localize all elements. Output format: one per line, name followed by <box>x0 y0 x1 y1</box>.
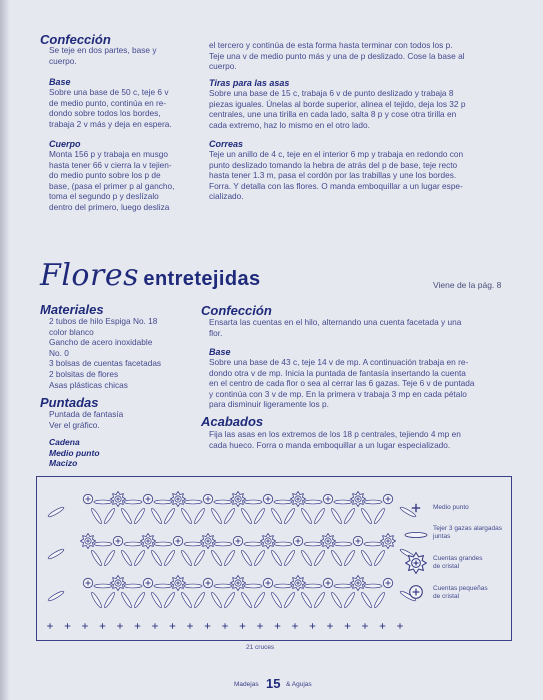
legend-row <box>400 500 520 522</box>
circle-bead-mark <box>83 578 92 587</box>
petal-mark <box>223 591 236 608</box>
star-bead-mark <box>230 575 245 590</box>
petal-mark <box>304 542 322 546</box>
petal-mark <box>360 549 373 566</box>
cross-mark <box>65 623 71 629</box>
petal-mark <box>47 548 65 560</box>
confeccion2-text: Ensarta las cuentas en el hilo, alternando una cuenta facetada y una flor. <box>209 317 462 338</box>
legend-row <box>400 522 520 550</box>
acabados-text: Fija las asas en los extremos de los 18 p centrales, tejiendo 4 mp en cada hueco. Forra o manda emboquillar a un lugar especializado. <box>209 429 461 450</box>
puntadas-list <box>49 409 199 430</box>
petal-mark <box>313 507 326 524</box>
legend-row <box>400 550 520 580</box>
circle-plus-icon <box>408 584 424 600</box>
confeccion-heading: Confección <box>40 32 111 47</box>
materiales-item: 2 tubos de hilo Espiga No. 18 <box>49 316 158 326</box>
star-bead-mark <box>290 491 305 506</box>
petal-mark <box>360 591 373 608</box>
star-bead-mark <box>200 533 215 548</box>
petal-mark <box>103 507 116 524</box>
petal-mark <box>274 542 292 546</box>
petal-mark <box>184 584 202 588</box>
petal-mark <box>120 507 133 524</box>
circle-bead-mark <box>383 494 392 503</box>
petal-mark <box>313 549 326 566</box>
circle-bead-mark <box>203 578 212 587</box>
star-bead-mark <box>80 533 95 548</box>
petal-icon <box>403 529 429 541</box>
cross-mark <box>292 623 298 629</box>
petal-mark <box>334 542 352 546</box>
petal-mark <box>103 549 116 566</box>
petal-mark <box>330 549 343 566</box>
cross-mark <box>380 623 386 629</box>
cross-mark <box>310 623 316 629</box>
petal-mark <box>373 591 386 608</box>
star-bead-mark <box>110 575 125 590</box>
petal-mark <box>343 507 356 524</box>
puntadas-bold-item: Macizo <box>49 458 78 469</box>
diagram-legend <box>400 500 520 608</box>
puntadas-bold-item: Cadena <box>49 437 80 447</box>
petal-mark <box>300 549 313 566</box>
petal-mark <box>240 591 253 608</box>
circle-bead-mark <box>113 536 122 545</box>
correas-heading: Correas <box>209 139 244 149</box>
acabados-heading: Acabados <box>201 414 264 429</box>
circle-bead-mark <box>263 494 272 503</box>
correas-text: Teje un anillo de 4 c, teje en el interior 6 mp y trabaja en redondo con punto deslizado tomando la hebra de atrás del p de base, teje recto hasta tener 1.3 m, pasa el cordón por las trabillas y une los bordes. Forra. Y detalla con las flores. O manda emboquillar a un lugar espe- cializado. <box>209 149 464 202</box>
cross-mark <box>47 623 53 629</box>
continuation-text: el tercero y continúa de esta forma hasta terminar con todos los p. Teje una v de medio punto más y una de p deslizado. Cose la base al cuerpo. <box>209 40 465 72</box>
footer-magazine-left: Madejas <box>234 681 259 688</box>
petal-mark <box>253 507 266 524</box>
petal-mark <box>124 500 142 504</box>
petal-mark <box>193 549 206 566</box>
cross-mark <box>82 623 88 629</box>
petal-mark <box>373 507 386 524</box>
diagram-motif <box>47 491 417 628</box>
petal-mark <box>223 549 236 566</box>
star-bead-mark <box>230 491 245 506</box>
petal-mark <box>214 542 232 546</box>
petal-mark <box>253 591 266 608</box>
star-bead-mark <box>380 533 395 548</box>
petal-mark <box>154 500 172 504</box>
materiales-list <box>49 316 199 390</box>
puntadas-bold-item: Medio punto <box>49 447 100 458</box>
legend-row <box>400 580 520 608</box>
title-bold-word: entretejidas <box>143 268 261 290</box>
petal-mark <box>300 591 313 608</box>
materiales-heading: Materiales <box>40 302 104 317</box>
petal-mark <box>163 591 176 608</box>
puntadas-item: Puntada de fantasía <box>49 409 124 419</box>
base2-heading: Base <box>209 347 231 357</box>
petal-mark <box>223 507 236 524</box>
petal-mark <box>193 507 206 524</box>
materiales-item: Asas plásticas chicas <box>49 379 128 390</box>
petal-mark <box>330 591 343 608</box>
circle-bead-mark <box>233 536 242 545</box>
puntadas-heading: Puntadas <box>40 395 99 410</box>
petal-mark <box>133 549 146 566</box>
petal-mark <box>47 590 65 602</box>
circle-bead-mark <box>263 578 272 587</box>
continued-from: Viene de la pág. 8 <box>433 280 502 290</box>
petal-mark <box>150 507 163 524</box>
petal-mark <box>180 549 193 566</box>
petal-mark <box>154 542 172 546</box>
petal-mark <box>270 507 283 524</box>
petal-mark <box>124 542 142 546</box>
petal-mark <box>313 591 326 608</box>
petal-mark <box>163 507 176 524</box>
petal-mark <box>364 584 382 588</box>
confeccion-text: Se teje en dos partes, base y cuerpo. <box>49 45 157 66</box>
petal-mark <box>94 584 112 588</box>
cross-mark <box>257 623 263 629</box>
article-title <box>40 258 261 293</box>
petal-mark <box>240 549 253 566</box>
star-bead-mark <box>140 533 155 548</box>
star-bead-mark <box>290 575 305 590</box>
cross-mark <box>275 623 281 629</box>
petal-mark <box>214 584 232 588</box>
petal-mark <box>210 549 223 566</box>
star-bead-mark <box>320 533 335 548</box>
petal-mark <box>90 549 103 566</box>
star-bead-mark <box>170 575 185 590</box>
circle-bead-mark <box>143 578 152 587</box>
materiales-item: 2 bolsitas de flores <box>49 368 119 379</box>
puntadas-bold-list <box>49 437 100 469</box>
petal-mark <box>253 549 266 566</box>
star-bead-mark <box>260 533 275 548</box>
cross-mark <box>187 623 193 629</box>
star-bead-mark <box>110 491 125 506</box>
petal-mark <box>184 542 202 546</box>
petal-mark <box>120 549 133 566</box>
tiras-heading: Tiras para las asas <box>209 78 290 88</box>
circle-bead-mark <box>143 494 152 503</box>
tiras-text: Sobre una base de 15 c, trabaja 6 v de punto deslizado y trabaja 8 piezas iguales. Únelas al borde superior, alinea el tejido, deja los 32 p centrales, une una tirilla en cada lado, salta 8 p y cose otra tirilla en cada extremo, haz lo mismo en el otro lado. <box>209 88 466 130</box>
petal-mark <box>154 584 172 588</box>
circle-bead-mark <box>293 536 302 545</box>
petal-mark <box>133 507 146 524</box>
petal-mark <box>120 591 133 608</box>
cross-mark <box>205 623 211 629</box>
star-bead-mark <box>350 575 365 590</box>
petal-mark <box>364 542 382 546</box>
petal-mark <box>103 591 116 608</box>
petal-mark <box>47 506 65 518</box>
petal-mark <box>334 584 352 588</box>
base-text: Sobre una base de 50 c, teje 6 v de medio punto, continúa en re- dondo sobre todos los bordes, trabaja 2 v más y deja en espera. <box>49 87 172 129</box>
page-gutter-shadow <box>0 0 10 700</box>
legend-label: Cuentas pequeñas de cristal <box>433 585 488 600</box>
petal-mark <box>180 591 193 608</box>
circle-bead-mark <box>323 494 332 503</box>
circle-bead-mark <box>323 578 332 587</box>
petal-mark <box>184 500 202 504</box>
star-bead-icon <box>405 552 427 574</box>
petal-mark <box>270 549 283 566</box>
petal-mark <box>150 591 163 608</box>
petal-mark <box>193 591 206 608</box>
cross-mark <box>135 623 141 629</box>
circle-bead-mark <box>83 494 92 503</box>
petal-mark <box>283 549 296 566</box>
petal-mark <box>334 500 352 504</box>
cross-mark <box>327 623 333 629</box>
petal-mark <box>244 500 262 504</box>
title-script-word: Flores <box>40 258 139 293</box>
cross-mark <box>117 623 123 629</box>
petal-mark <box>94 500 112 504</box>
circle-bead-mark <box>203 494 212 503</box>
petal-mark <box>210 591 223 608</box>
petal-mark <box>283 591 296 608</box>
puntadas-item: Ver el gráfico. <box>49 419 100 430</box>
petal-mark <box>133 591 146 608</box>
petal-mark <box>364 500 382 504</box>
petal-mark <box>244 584 262 588</box>
materiales-item: Gancho de acero inoxidable <box>49 337 153 348</box>
star-bead-mark <box>350 491 365 506</box>
petal-mark <box>180 507 193 524</box>
footer-magazine-right: & Agujas <box>286 681 312 688</box>
petal-mark <box>94 542 112 546</box>
circle-bead-mark <box>353 536 362 545</box>
petal-mark <box>274 500 292 504</box>
petal-mark <box>304 584 322 588</box>
cross-mark <box>240 623 246 629</box>
petal-mark <box>90 591 103 608</box>
cross-mark <box>100 623 106 629</box>
petal-mark <box>214 500 232 504</box>
cuerpo-text: Monta 156 p y trabaja en musgo hasta tener 66 v cierra la v tejien- do medio punto sobre los p de base, (pasa el primer p al gancho, toma el segundo p y deslízalo dentro del primero, luego desliza <box>49 149 175 212</box>
diagram-caption: 21 cruces <box>246 644 275 651</box>
cuerpo-heading: Cuerpo <box>49 139 81 149</box>
cross-mark <box>152 623 158 629</box>
circle-bead-mark <box>383 578 392 587</box>
materiales-item: No. 0 <box>49 347 69 358</box>
star-bead-mark <box>170 491 185 506</box>
legend-label: Medio punto <box>433 504 469 511</box>
legend-label: Tejer 3 gazas alargadas juntas <box>433 525 503 540</box>
cross-mark <box>397 623 403 629</box>
petal-mark <box>210 507 223 524</box>
legend-label: Cuentas grandes de cristal <box>433 555 483 570</box>
petal-mark <box>150 549 163 566</box>
petal-mark <box>330 507 343 524</box>
petal-mark <box>274 584 292 588</box>
petal-mark <box>124 584 142 588</box>
base-heading: Base <box>49 77 71 87</box>
page-number: 15 <box>266 676 281 691</box>
petal-mark <box>373 549 386 566</box>
cross-mark <box>362 623 368 629</box>
petal-mark <box>90 507 103 524</box>
confeccion2-heading: Confección <box>201 303 272 318</box>
petal-mark <box>300 507 313 524</box>
petal-mark <box>270 591 283 608</box>
petal-mark <box>343 549 356 566</box>
materiales-item: color blanco <box>49 326 94 337</box>
plus-icon <box>410 502 422 514</box>
cross-mark <box>345 623 351 629</box>
petal-mark <box>163 549 176 566</box>
cross-mark <box>222 623 228 629</box>
petal-mark <box>283 507 296 524</box>
petal-mark <box>244 542 262 546</box>
petal-mark <box>304 500 322 504</box>
petal-mark <box>343 591 356 608</box>
cross-mark <box>170 623 176 629</box>
base2-text: Sobre una base de 43 c, teje 14 v de mp. A continuación trabaja en re- dondo otra v de mp. Inicia la puntada de fantasía insertando la cuenta en el centro de cada flor o sea al cerrar las 6 gazas. Teje 6 v de puntada y continúa con 3 v de mp. En la primera v trabaja 3 mp en cada pétalo para disminuir ligeramente los p. <box>209 357 475 410</box>
materiales-item: 3 bolsas de cuentas facetadas <box>49 358 162 369</box>
petal-mark <box>360 507 373 524</box>
circle-bead-mark <box>173 536 182 545</box>
petal-mark <box>240 507 253 524</box>
